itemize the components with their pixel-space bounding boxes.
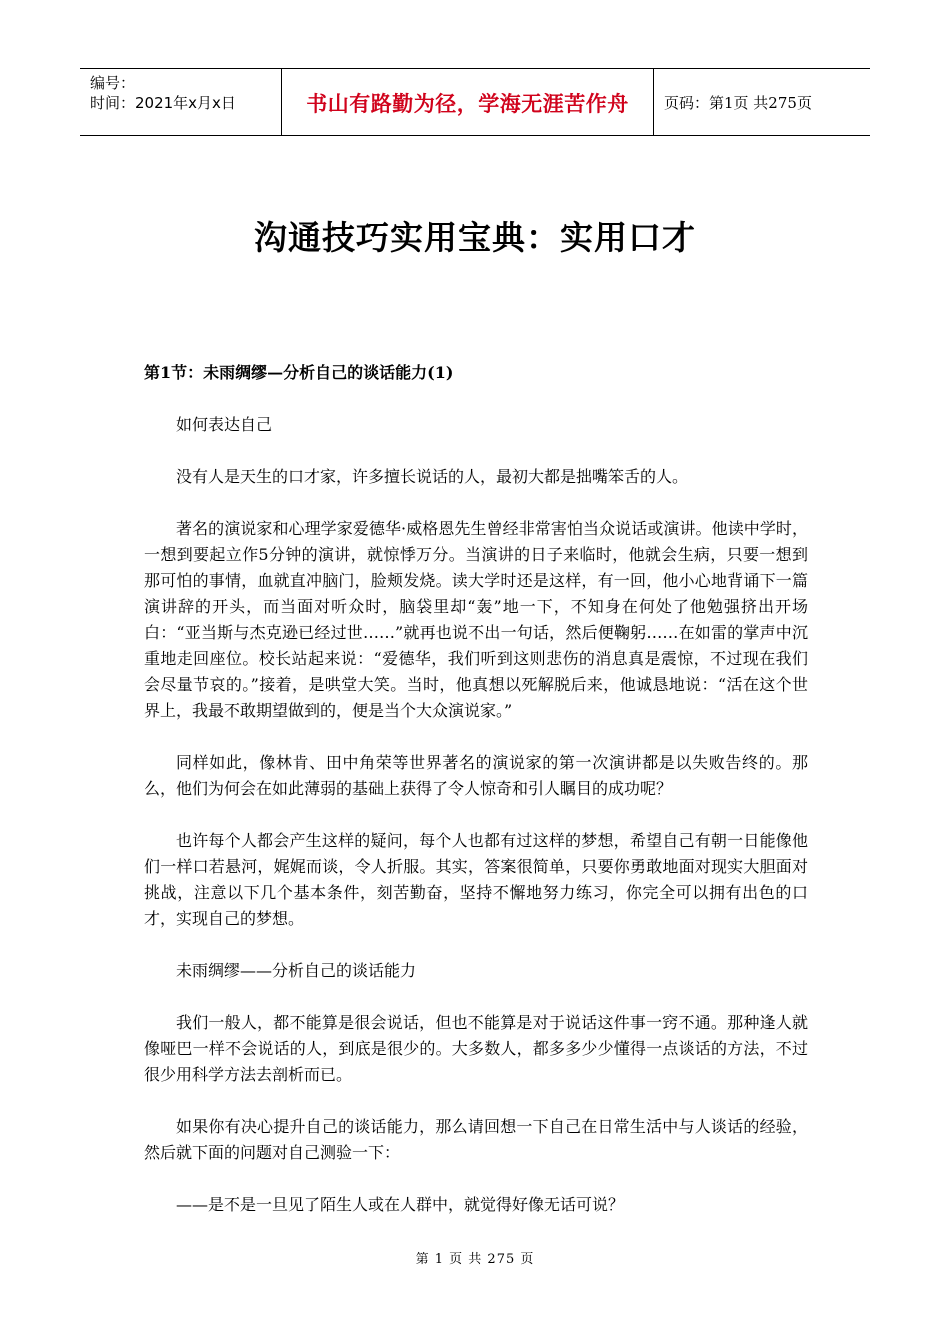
header-motto-cell	[282, 69, 654, 135]
paragraph: 同样如此，像林肯、田中角荣等世界著名的演说家的第一次演讲都是以失败告终的。那么，他们为何会在如此薄弱的基础上获得了令人惊奇和引人瞩目的成功呢？	[144, 753, 808, 798]
paragraph: 也许每个人都会产生这样的疑问，每个人也都有过这样的梦想，希望自己有朝一日能像他们一样口若悬河，娓娓而谈，令人折服。其实，答案很简单，只要你勇敢地面对现实大胆面对挑战，注意以下几个基本条件，刻苦勤奋，坚持不懈地努力练习，你完全可以拥有出色的口才，实现自己的梦想。	[144, 831, 808, 928]
page-footer: 第 1 页 共 275 页	[415, 1252, 535, 1267]
number-label: 编号：	[90, 74, 136, 92]
paragraph: 如何表达自己	[176, 415, 273, 434]
page-info: 页码：第1页 共275页	[664, 93, 812, 112]
motto-text: 书山有路勤为径，学海无涯苦作舟	[306, 91, 629, 116]
paragraph: 著名的演说家和心理学家爱德华·威格恩先生曾经非常害怕当众说话或演讲。他读中学时，一想到要起立作5分钟的演讲，就惊悸万分。当演讲的日子来临时，他就会生病，只要一想到那可怕的事情，血就直冲脑门，脸颊发烧。读大学时还是这样，有一回，他小心地背诵下一篇演讲辞的开头，而当面对听众时，脑袋里却“轰”地一下，不知身在何处了他勉强挤出开场白：“亚当斯与杰克逊已经过世……”就再也说不出一句话，然后便鞠躬……在如雷的掌声中沉重地走回座位。校长站起来说：“爱德华，我们听到这则悲伤的消息真是震惊，不过现在我们会尽量节哀的。”接着，是哄堂大笑。当时，他真想以死解脱后来，他诚恳地说：“活在这个世界上，我最不敢期望做到的，便是当个大众演说家。”	[144, 519, 808, 720]
document-body	[144, 360, 808, 1244]
paragraph: 未雨绸缪——分析自己的谈话能力	[176, 961, 417, 980]
paragraph: ——是不是一旦见了陌生人或在人群中，就觉得好像无话可说？	[176, 1195, 625, 1214]
page-header	[80, 68, 870, 136]
header-meta-cell	[80, 69, 282, 135]
time-label: 时间：2021年x月x日	[90, 94, 236, 112]
document-title: 沟通技巧实用宝典：实用口才	[254, 218, 696, 257]
section-heading: 第1节：未雨绸缪—分析自己的谈话能力(1)	[144, 363, 454, 382]
header-page-cell	[654, 69, 870, 135]
paragraph: 我们一般人，都不能算是很会说话，但也不能算是对于说话这件事一窍不通。那种逢人就像哑巴一样不会说话的人，到底是很少的。大多数人，都多多少少懂得一点谈话的方法，不过很少用科学方法去剖析而已。	[144, 1013, 808, 1084]
paragraph: 如果你有决心提升自己的谈话能力，那么请回想一下自己在日常生活中与人谈话的经验，然后就下面的问题对自己测验一下：	[144, 1117, 808, 1162]
paragraph: 没有人是天生的口才家，许多擅长说话的人，最初大都是拙嘴笨舌的人。	[176, 467, 689, 486]
